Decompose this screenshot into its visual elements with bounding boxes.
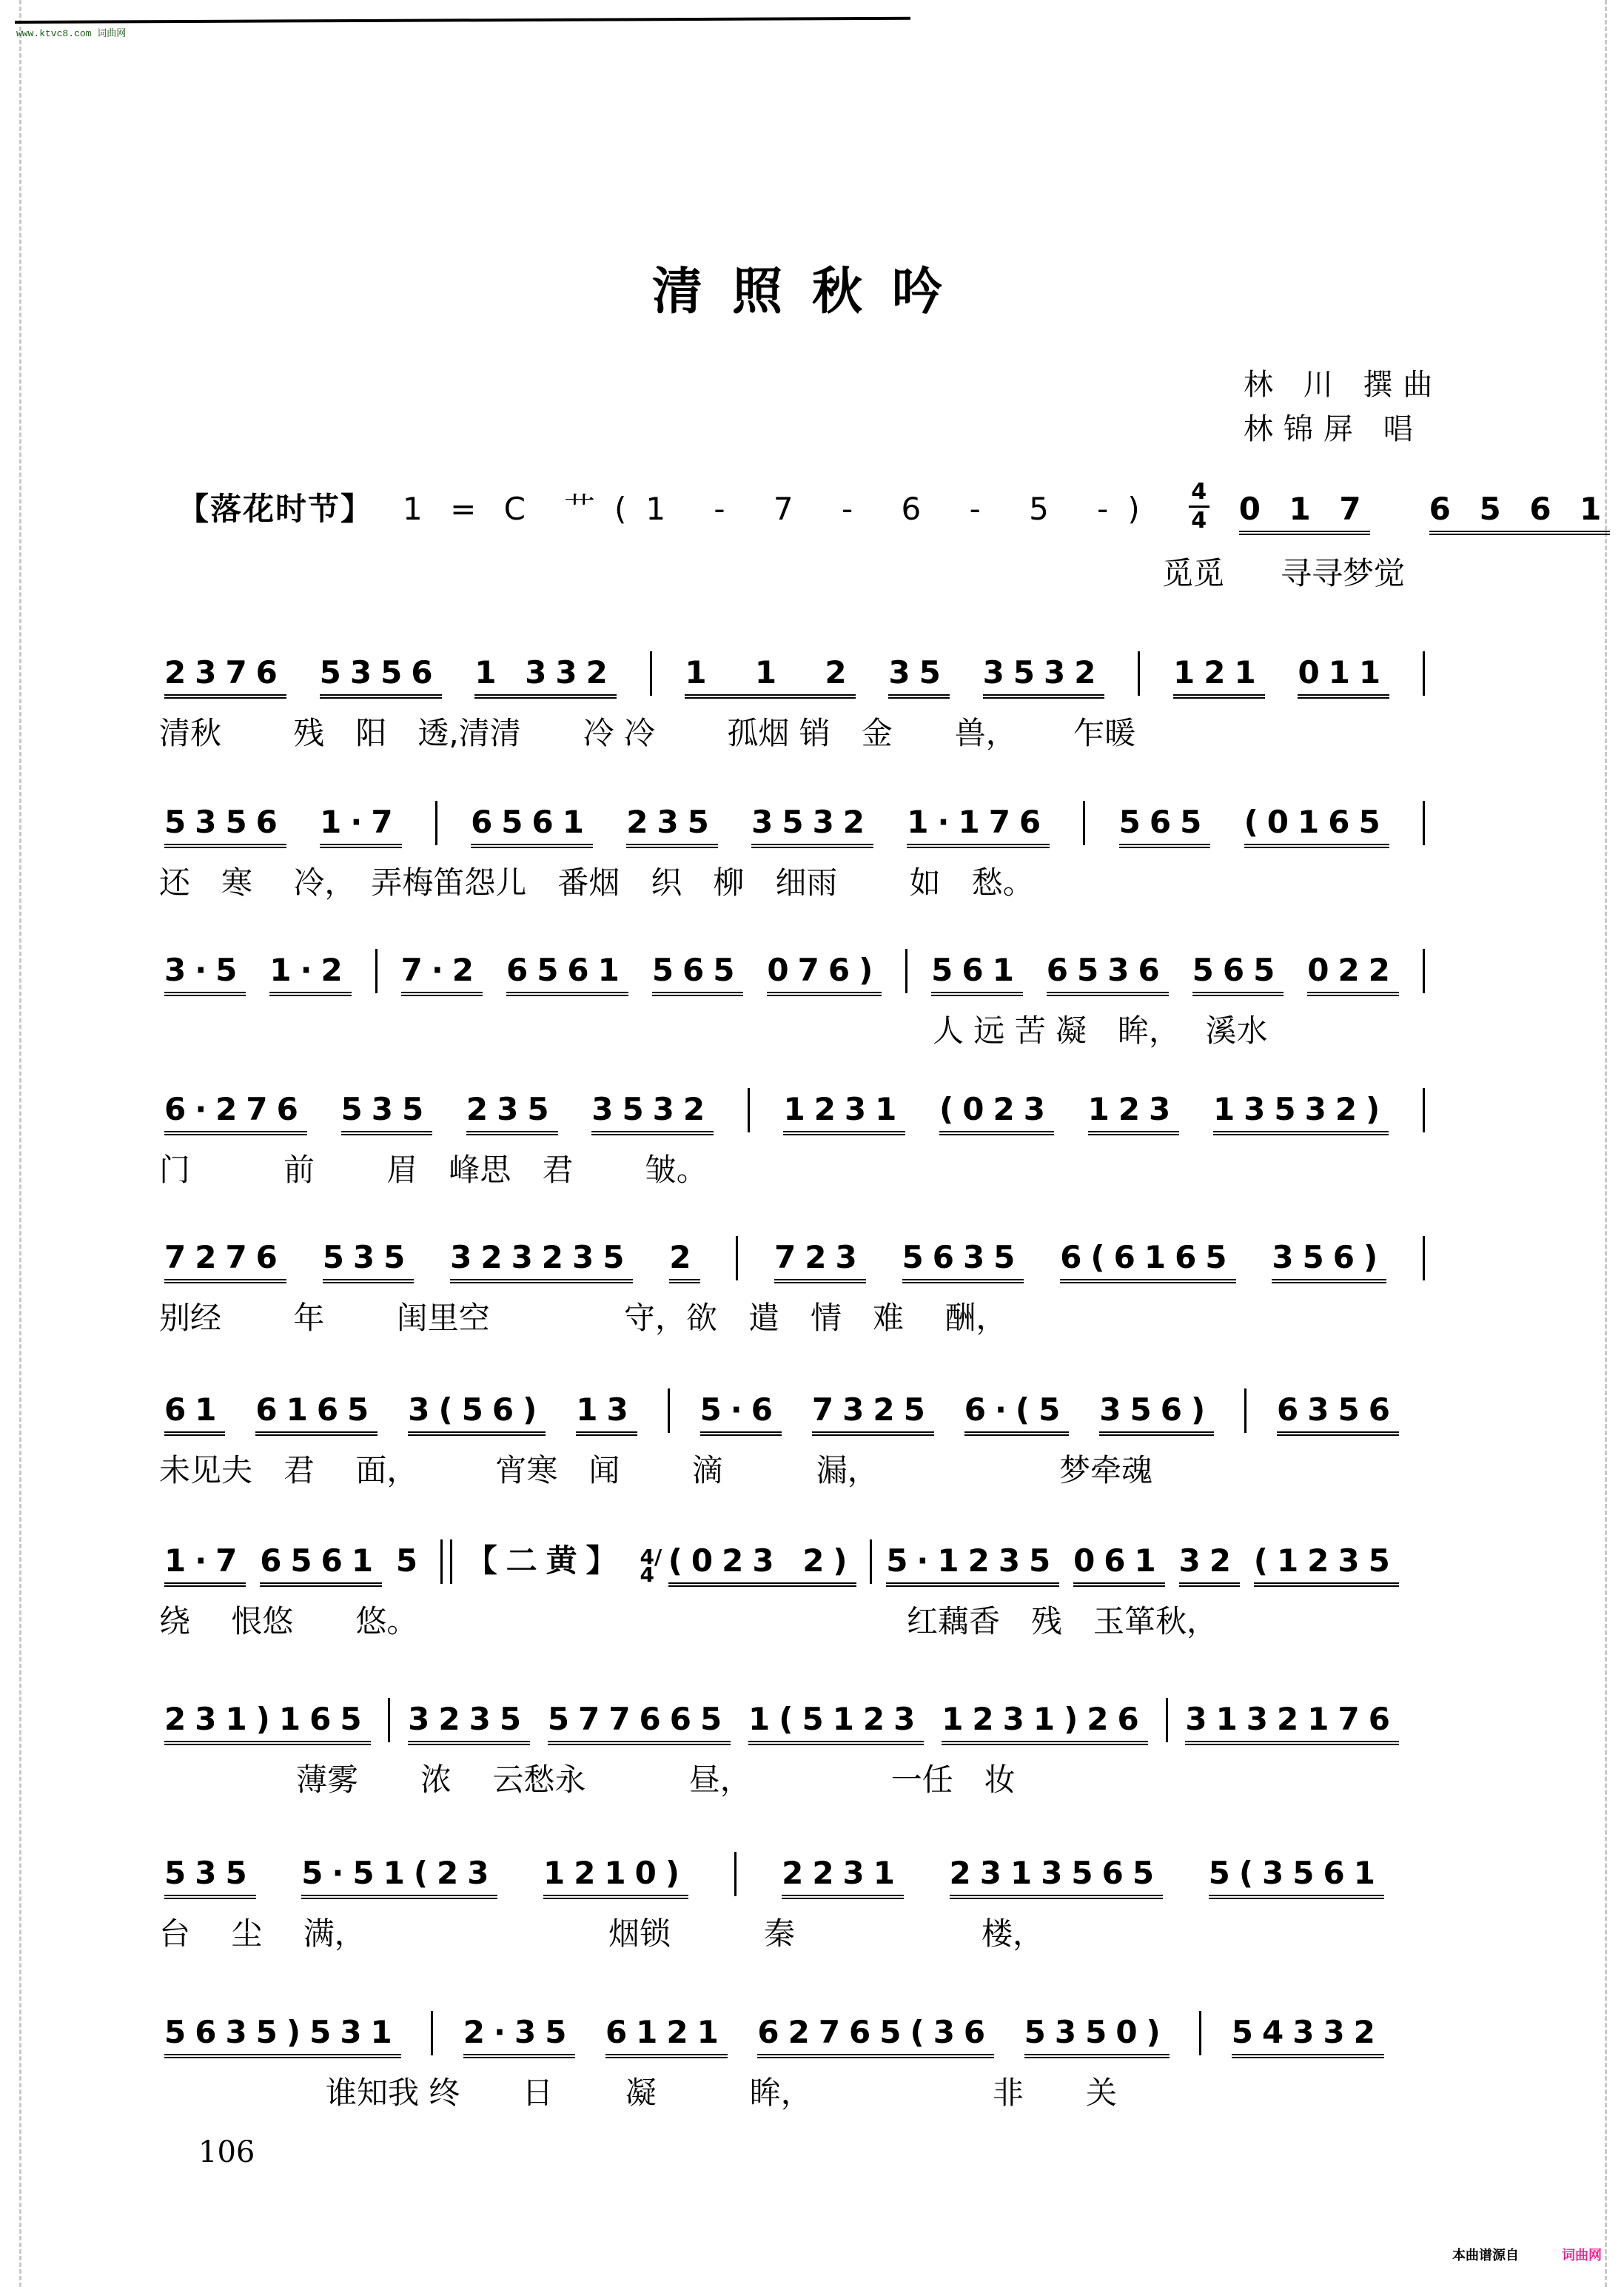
note-group: 123 [1088,1094,1180,1135]
note-group: 565 [652,955,744,996]
note-group: 1·7 [164,1545,246,1587]
notation-row [164,1539,1399,1587]
note-group: 7276 [164,1242,286,1283]
note-group: 1·2 [269,955,351,996]
section-label: 【落花时节】 [178,491,374,527]
right-margin-watermark [1605,0,1607,2287]
barline [736,1236,738,1280]
section-label: 【二黄】 [466,1542,626,1579]
note-group: 5350) [1024,2017,1170,2058]
notation-row [164,1698,1399,1745]
time-signature: 4/4 [640,1545,662,1587]
barline [388,1698,390,1742]
note-group: 1 1 2 [685,657,855,699]
barline [734,1852,736,1896]
lyric-line: 红藕香 残 玉箪秋， [907,1603,1218,1639]
note-group: 356) [1272,1242,1386,1283]
note-group: 32 [1179,1545,1240,1587]
barline [1244,1388,1246,1433]
note-group: 61 [164,1394,225,1436]
note-group: (023 2) [668,1545,856,1587]
singer-credit: 林锦屏 唱 [1244,412,1423,446]
lyric: 寻寻梦觉 [1281,555,1406,591]
note-group: 231)165 [164,1704,371,1745]
song-title: 清照秋吟 [651,262,972,321]
barline [435,801,437,845]
note-group: 561 [931,955,1023,996]
top-watermark: www.ktvc8.com 词曲网 [16,28,127,39]
page-number: 106 [198,2135,255,2169]
note-group: 6·(5 [964,1394,1070,1436]
note-group: 723 [774,1242,866,1283]
note-group: 577665 [548,1704,731,1745]
note-group: 535 [323,1242,415,1283]
note-group: 1231)26 [942,1704,1148,1745]
lyric-line: 台 尘 满， 烟锁 秦 楼， [159,1915,1044,1952]
lyric-line: 人 远 苦 凝 眸， 溪水 [933,1012,1268,1049]
note-group: 235 [466,1094,558,1135]
barline [1083,801,1085,845]
top-rule [15,17,910,24]
notation-row [164,2011,1384,2058]
lyric-line: 门 前 眉 峰思 君 皱。 [159,1152,708,1188]
lyric-line: 清秋 残 阳 透,清清 冷 冷 孤烟 销 金 兽， 乍暖 [159,715,1136,751]
note-group: 6165 [255,1394,378,1436]
note-group: 3532 [983,657,1105,699]
note-group: 5·51(23 [301,1858,497,1899]
lyric-line: 绕 恨悠 悠。 [159,1603,418,1639]
note-group: 1·7 [320,807,401,848]
barline [1166,1698,1168,1742]
note-group: 3532 [751,807,873,848]
time-signature [1189,481,1209,532]
note-group: 5635)531 [164,2017,401,2058]
barline [668,1388,670,1433]
note-group: 076) [767,955,882,996]
key-signature: 1 = C [403,491,534,527]
note-group: 6356 [1277,1394,1399,1436]
prelude-notes: 艹(1 - 7 - 6 - 5 -) [563,491,1159,527]
notation-row [164,801,1425,848]
barline [1423,1236,1425,1280]
barline [1138,651,1140,696]
note-group: 235 [626,807,718,848]
note-group: 5 [395,1542,427,1579]
lyric: 觅觅 [1162,555,1225,591]
barline [1423,801,1425,845]
barline [905,949,907,993]
note-group: 3532 [591,1094,714,1135]
note-group: 6(6165 [1060,1242,1235,1283]
barline [748,1088,750,1132]
note-group: 5356 [320,657,442,699]
note-group: 356) [1099,1394,1214,1436]
notation-row [164,1852,1384,1899]
double-barline [440,1539,452,1584]
note-group: 2·35 [463,2017,576,2058]
left-margin-watermark [19,0,21,2287]
note-group: 2376 [164,657,286,699]
note-group: 6561 [260,1545,382,1587]
notation-row [164,1088,1425,1135]
note-group: 1·176 [907,807,1050,848]
note-group: 13 [576,1394,637,1436]
note-group: 1231 [783,1094,905,1135]
note-group: 6121 [605,2017,728,2058]
note-group: 1(5123 [748,1704,924,1745]
note-group: 2313565 [950,1858,1164,1899]
notation-row [164,949,1425,996]
note-group: 7·2 [401,955,483,996]
note-group: 2 [669,1242,699,1283]
note-group: 2231 [782,1858,904,1899]
note-group: 121 [1173,657,1265,699]
note-group: 3132176 [1185,1704,1399,1745]
lyric-line: 未见夫 君 面， 宵寒 闻 滴 漏， 梦牵魂 [159,1452,1153,1488]
lyric-line: 还 寒 冷， 弄梅笛怨儿 番烟 织 柳 细雨 如 愁。 [159,864,1034,901]
note-group: 0 1 7 [1239,494,1370,535]
note-group: 6 5 6 1 [1429,494,1611,535]
note-group: 5·1235 [886,1545,1059,1587]
barline [1423,949,1425,993]
note-group: 323235 [450,1242,633,1283]
time-top: 4 [1191,479,1207,505]
note-group: 7325 [812,1394,934,1436]
notation-row [164,651,1425,699]
barline [870,1539,872,1584]
note-group: 565 [1119,807,1211,848]
note-group: 6561 [506,955,628,996]
note-group: 3(56) [408,1394,546,1436]
note-group: 13532) [1213,1094,1389,1135]
note-group: 535 [164,1858,256,1899]
lyric-line: 薄雾 浓 云愁永 昼， 一任 妆 [296,1762,1016,1798]
note-group: 022 [1307,955,1399,996]
note-group: 1210) [543,1858,688,1899]
note-group: 54332 [1232,2017,1384,2058]
barline [431,2011,433,2055]
note-group: 6·276 [164,1094,307,1135]
note-group: 565 [1192,955,1284,996]
note-group: 535 [341,1094,433,1135]
note-group: 5635 [902,1242,1024,1283]
note-group: 5356 [164,807,286,848]
note-group: 061 [1073,1545,1165,1587]
note-group: 3·5 [164,955,246,996]
note-group: 35 [888,657,949,699]
barline [1423,1088,1425,1132]
note-group: 5(3561 [1209,1858,1384,1899]
footer-source-label: 本曲谱源自 [1452,2248,1519,2263]
note-group: 6536 [1047,955,1169,996]
time-bottom: 4 [1191,508,1207,534]
notation-row [164,1236,1425,1283]
lyric-line: 别经 年 闺里空 守，欲 遣 情 难 酬， [159,1300,1007,1336]
note-group: 5·6 [700,1394,782,1436]
note-group: 1 332 [474,657,617,699]
notation-row [164,1388,1399,1436]
note-group: 011 [1298,657,1389,699]
note-group: (023 [939,1094,1054,1135]
composer-credit: 林 川 撰曲 [1244,368,1443,402]
barline [1199,2011,1201,2055]
lyric-line: 谁知我 终 日 凝 眸， 非 关 [326,2075,1118,2111]
note-group: 62765(36 [757,2017,994,2058]
note-group: 6561 [471,807,593,848]
barline [650,651,652,696]
footer-brand: 词曲网 [1562,2248,1602,2263]
note-group: (1235 [1254,1545,1399,1587]
note-group: 3235 [408,1704,530,1745]
intro-row [178,479,1611,535]
note-group: (0165 [1244,807,1389,848]
barline [1423,651,1425,696]
barline [375,949,378,993]
